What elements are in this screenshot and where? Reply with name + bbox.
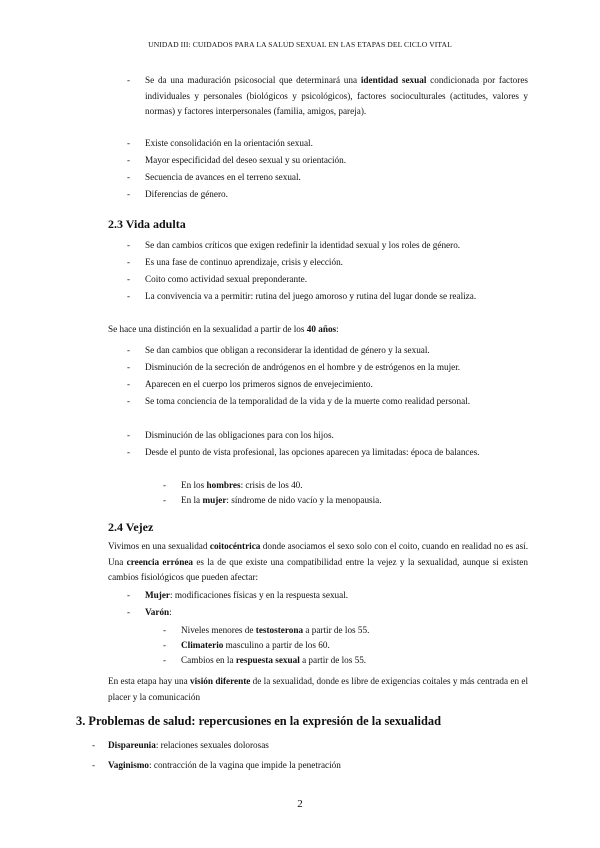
list-item: Se da una maduración psicosocial que determinará una identidad sexual condicionada por factores individuales y personales (biológicos y psicológicos), factores socioculturales (actitudes, valores y normas) y factores interpersonales (familia, amigos, pareja). (145, 75, 528, 116)
paragraph: En esta etapa hay una visión diferente de la sexualidad, donde es libre de exigencias coitales y más centrada en el placer y la comunicación (108, 676, 528, 702)
list-item: Dispareunia: relaciones sexuales dolorosas (108, 740, 269, 750)
list-item: Se dan cambios críticos que exigen redefinir la identidad sexual y los roles de género. (145, 240, 461, 250)
list-item: Desde el punto de vista profesional, las opciones aparecen ya limitadas: época de balances. (145, 447, 480, 457)
bullet-dash: - (127, 362, 131, 372)
section-heading-3: 3. Problemas de salud: repercusiones en la expresión de la sexualidad (76, 714, 441, 728)
list-item: Mayor especificidad del deseo sexual y su orientación. (145, 155, 347, 165)
list-item: Climaterio masculino a partir de los 60. (181, 640, 330, 650)
bullet-dash: - (127, 189, 131, 199)
sub-bullet-dash: - (163, 655, 167, 665)
list-item: Se toma conciencia de la temporalidad de la vida y de la muerte como realidad personal. (145, 396, 471, 406)
bullet-dash: - (127, 607, 131, 617)
list-item: Disminución de las obligaciones para con los hijos. (145, 430, 334, 440)
bullet-dash: - (127, 155, 131, 165)
list-item: La convivencia va a permitir: rutina del juego amoroso y rutina del lugar donde se realiza. (145, 291, 477, 301)
sub-bullet-dash: - (163, 480, 167, 490)
bullet-dash: - (127, 379, 131, 389)
bullet-dash: - (127, 447, 131, 457)
sub-bullet-dash: - (163, 625, 167, 635)
list-item: Secuencia de avances en el terreno sexual. (145, 172, 301, 182)
list-item: Disminución de la secreción de andrógenos en el hombre y de estrógenos en la mujer. (145, 362, 461, 372)
list-item: Se dan cambios que obligan a reconsiderar la identidad de género y la sexual. (145, 345, 430, 355)
page-header: UNIDAD III: CUIDADOS PARA LA SALUD SEXUAL EN LAS ETAPAS DEL CICLO VITAL (148, 40, 452, 49)
bullet-dash: - (127, 257, 131, 267)
bullet-dash: - (127, 274, 131, 284)
bullet-dash: - (127, 240, 131, 250)
bullet-dash: - (92, 740, 96, 750)
list-item: Cambios en la respuesta sexual a partir de los 55. (181, 655, 367, 665)
list-item: Mujer: modificaciones físicas y en la respuesta sexual. (145, 590, 349, 600)
list-item: En la mujer: síndrome de nido vacío y la menopausia. (181, 495, 382, 505)
list-item: Aparecen en el cuerpo los primeros signos de envejecimiento. (145, 379, 373, 389)
paragraph: Vivimos en una sexualidad coitocéntrica donde asociamos el sexo solo con el coito, cuando en realidad no es así. Una creencia errónea es la de que existe una compatibilidad entre la vejez y la sexualidad, aunque si existen cambios fisiológicos que pueden afectar: (108, 541, 528, 582)
list-item: Diferencias de género. (145, 189, 228, 199)
bullet-dash: - (127, 396, 131, 406)
list-item: Coito como actividad sexual preponderante. (145, 274, 308, 284)
sub-bullet-dash: - (163, 495, 167, 505)
section-heading-2-3: 2.3 Vida adulta (108, 217, 186, 231)
bullet-dash: - (127, 138, 131, 148)
list-item: En los hombres: crisis de los 40. (181, 480, 303, 490)
section-heading-2-4: 2.4 Vejez (108, 520, 154, 534)
bullet-dash: - (127, 345, 131, 355)
bullet-dash: - (127, 430, 131, 440)
sub-bullet-dash: - (163, 640, 167, 650)
page-number: 2 (297, 798, 303, 810)
bullet-dash: - (92, 760, 96, 770)
bullet-dash: - (127, 291, 131, 301)
list-item: Niveles menores de testosterona a partir de los 55. (181, 625, 370, 635)
list-item: Es una fase de continuo aprendizaje, crisis y elección. (145, 257, 343, 267)
bullet-dash: - (127, 172, 131, 182)
bullet-dash: - (127, 75, 131, 85)
bullet-dash: - (127, 590, 131, 600)
paragraph: Se hace una distinción en la sexualidad a partir de los 40 años: (108, 324, 339, 334)
list-item: Existe consolidación en la orientación sexual. (145, 138, 313, 148)
list-item: Varón: (145, 607, 172, 617)
list-item: Vaginismo: contracción de la vagina que impide la penetración (108, 760, 341, 770)
